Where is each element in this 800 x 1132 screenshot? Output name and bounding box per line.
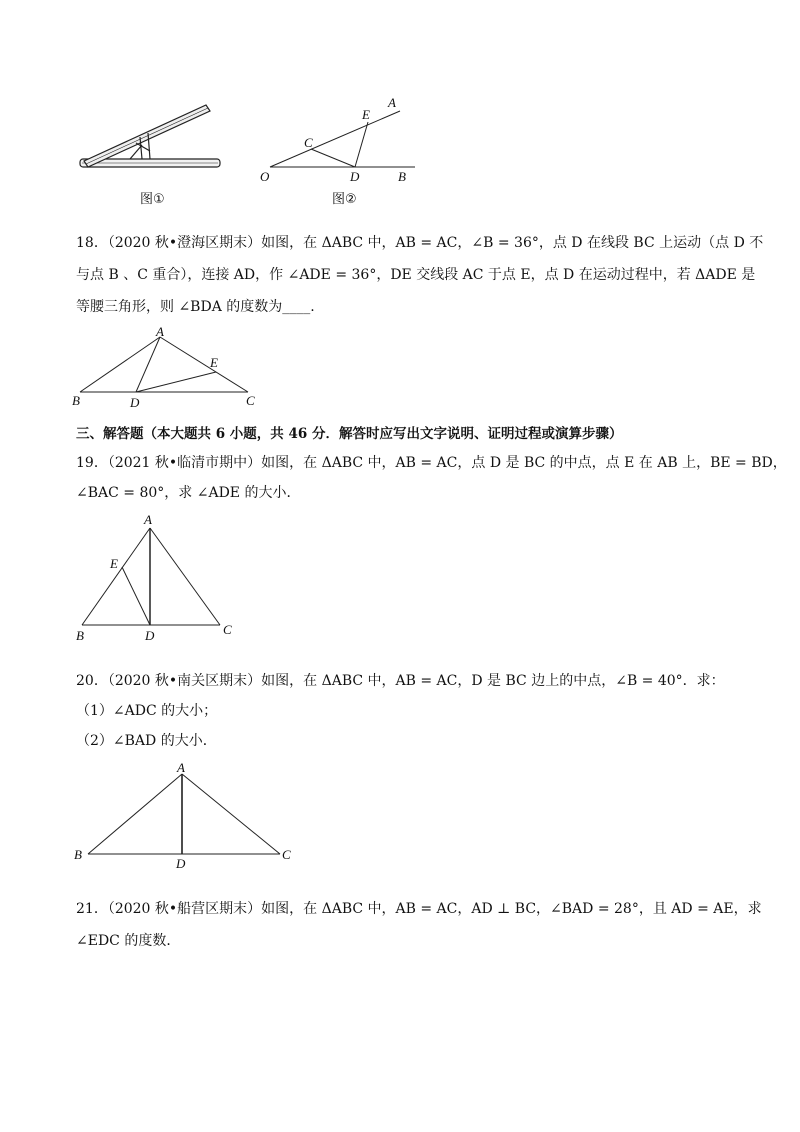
q20-line1: 20．（2020 秋•南关区期末）如图，在 ΔABC 中，AB = AC，D 是 BC 边上的中点，∠B = 40°．求： [76, 673, 725, 689]
q19-figure [70, 510, 250, 645]
q20-sub1: （1）∠ADC 的大小； [76, 703, 218, 719]
q20-side-ab [88, 774, 182, 854]
q19-line1: 19．（2021 秋•临清市期中）如图，在 ΔABC 中，AB = AC，点 D 是 BC 的中点，点 E 在 AB 上，BE = BD， [76, 455, 787, 471]
q19-label-d: D [145, 628, 155, 643]
fig2-seg-de [355, 122, 368, 167]
q19-label-e: E [110, 556, 118, 571]
q18-seg-de [136, 372, 216, 392]
q19-seg-ed [122, 567, 150, 625]
q20-sub2: （2）∠BAD 的大小． [76, 733, 217, 749]
q21-line2: ∠EDC 的度数． [76, 933, 181, 949]
q20-side-ac [182, 774, 280, 854]
q19-label-b: B [76, 628, 84, 643]
q18-label-a: A [156, 325, 164, 339]
q18-label-d: D [130, 395, 140, 410]
fig2-label-a: A [388, 95, 396, 110]
q19-label-a: A [144, 512, 152, 527]
fig2-label-c: C [304, 135, 313, 150]
q18-line2: 与点 B 、C 重合），连接 AD，作 ∠ADE = 36°，DE 交线段 AC 于点 E，点 D 在运动过程中，若 ΔADE 是 [76, 267, 756, 283]
fig2-seg-cd [311, 149, 355, 167]
fig2-caption: 图② [332, 192, 357, 207]
q21-line1: 21．（2020 秋•船营区期末）如图，在 ΔABC 中，AB = AC，AD ⊥ BC，∠BAD = 28°，且 AD = AE，求 [76, 901, 762, 917]
q20-label-d: D [176, 856, 186, 870]
q19-side-ab [82, 528, 150, 625]
section-3-title: 三、解答题（本大题共 6 小题，共 46 分．解答时应写出文字说明、证明过程或演算步骤） [76, 426, 623, 442]
fig2-label-b: B [398, 169, 406, 184]
q19-side-ac [150, 528, 220, 625]
fig2-label-o: O [260, 169, 270, 184]
fig2-drawing [270, 111, 415, 167]
q19-label-c: C [223, 622, 232, 637]
q20-label-b: B [74, 847, 82, 862]
q20-label-a: A [177, 760, 185, 775]
fig2-label-d: D [350, 169, 360, 184]
q18-side-ac [160, 337, 248, 392]
fig1-drawing [80, 105, 220, 167]
fig1-caption: 图① [140, 192, 165, 207]
q19-line2: ∠BAC = 80°，求 ∠ADE 的大小． [76, 485, 301, 501]
q18-line3: 等腰三角形，则 ∠BDA 的度数为____. [76, 299, 315, 315]
q20-label-c: C [282, 847, 291, 862]
q20-figure [70, 760, 300, 870]
q18-label-c: C [246, 393, 255, 408]
q17-figures [70, 95, 430, 215]
q18-figure [70, 325, 270, 410]
q18-line1: 18．（2020 秋•澄海区期末）如图，在 ΔABC 中，AB = AC，∠B = 36°，点 D 在线段 BC 上运动（点 D 不 [76, 235, 764, 251]
q18-label-e: E [210, 355, 218, 370]
q18-label-b: B [72, 393, 80, 408]
fig2-label-e: E [362, 107, 370, 122]
